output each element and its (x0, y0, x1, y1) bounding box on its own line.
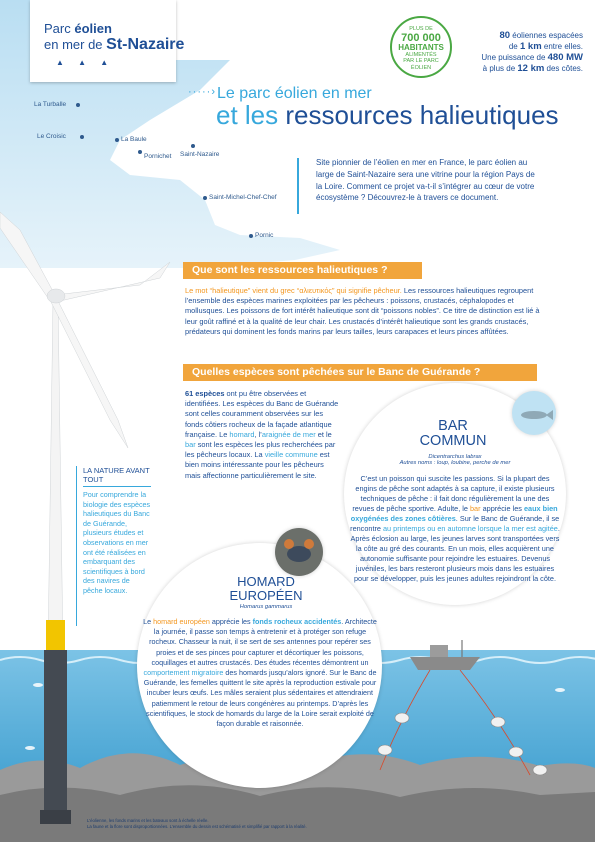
bar-other-names: Autres noms : loup, loubine, perche de mer (399, 460, 511, 466)
homard-title-line-2: EUROPÉEN (229, 588, 303, 603)
stat-text-3: entre elles. (541, 42, 583, 51)
keyword-migratoire: comportement migratoire (143, 668, 224, 678)
nature-heading: LA NATURE AVANT TOUT (83, 466, 151, 487)
homard-text-1: Le (143, 617, 154, 626)
intro-accent-bar (297, 158, 299, 214)
stamp-line-6: ÉOLIEN (410, 64, 432, 71)
town-la-turballe: La Turballe (34, 101, 67, 108)
bar-description (349, 474, 561, 584)
town-le-croisic: Le Croisic (37, 133, 66, 140)
stamp-line-5: PAR LE PARC (403, 58, 439, 64)
town-dot (191, 144, 195, 148)
town-pornichet: Pornichet (144, 153, 172, 160)
stamp-line-2: 700 000 (401, 31, 441, 44)
logo (30, 0, 185, 82)
page-title-line-1: Le parc éolien en mer (217, 85, 372, 102)
nature-text: Pour comprendre la biologie des espèces halieutiques du Banc de Guérande, plusieurs études et observations en mer ont été réalisées en embarquant des scientifiques à bord des navires de pêche locaux. (83, 490, 151, 595)
town-pornic: Pornic (255, 232, 274, 239)
page-title-line-2 (216, 101, 559, 129)
species-count: 61 espèces (185, 389, 225, 398)
stat-text-2: de (508, 42, 520, 51)
bar-commun-title (418, 419, 488, 449)
title-arrow-icon: ·····› (188, 86, 216, 98)
bar-text-3: . Sur le Banc de Guérande, il se rencontre (350, 514, 560, 533)
section-1-body: Les ressources halieutiques regroupent l’ensemble des espèces marines exploitées par les pêcheurs : poissons, crustacés, céphalopodes et mollusques. Les poissons de fort intérêt halieutique sont dit “poissons nobles”. Ce titre de distinction est lié à leur goût raffiné et à la qualité de leur chair. Les crustacés d’intérêt halieutique sont les grands crustacés, prédateurs qui dominent les fonds marins par leurs tailles, leurs carapaces et leurs pinces affûtées. (185, 286, 540, 336)
bar-text-1: C’est un poisson qui suscite les passions. Si la plupart des engins de pêche sont adaptés à sa capture, il existe plusieurs techniques de pêche : il fait donc régulièrement la une des revues de pêche sportive. Adulte, le (352, 474, 555, 513)
keyword-fonds-rocheux: fonds rocheux accidentés (252, 617, 342, 626)
section-2-text-2: , l’ (254, 429, 262, 439)
section-1-text (185, 286, 540, 337)
logo-line-2 (44, 38, 184, 52)
sidebar-accent-line (76, 466, 77, 626)
section-2-text-1: ont pu être observées et identifiées. Les espèces du Banc de Guérande sont celles couramment observées sur les fonds côtiers rocheux de la façade atlantique française. Le (185, 389, 339, 439)
stat-text-5: à plus de (482, 64, 518, 73)
bar-title-line-1: BAR (438, 418, 468, 434)
stat-distance: 1 km (519, 41, 542, 52)
keyword-printemps-automne: au printemps ou en automne lorsque la mer est agitée (383, 524, 558, 533)
section-2-text (185, 389, 340, 481)
homard-text-2: apprécie les (209, 617, 253, 626)
stamp-line-4: ALIMENTÉS (405, 51, 437, 58)
title-ressources: ressources halieutiques (285, 100, 559, 130)
lobster-icon (275, 528, 323, 576)
stat-turbines: 80 (499, 30, 511, 41)
section-2-text-5: est bien moins intéressante pour les pêcheurs mais affectionne particulièrement le site. (185, 450, 330, 480)
logo-text-st-nazaire: St-Nazaire (106, 36, 185, 53)
keyword-homard-europeen: homard européen (153, 617, 210, 626)
lobster-photo (275, 528, 323, 576)
keyword-vieille: vieille commune (264, 450, 318, 460)
footnote-line-2: La faune et la flore sont disproportionnées. L’ensemble du dessin est schématisé et simplifié par rapport à la réalité. (87, 823, 307, 829)
bar-text-2: apprécie les (480, 504, 524, 513)
homard-title-line-1: HOMARD (237, 574, 295, 589)
town-dot (249, 234, 253, 238)
town-saint-michel-chef-chef: Saint-Michel-Chef-Chef (209, 194, 277, 201)
bar-text-4: . Après éclosion au large, les jeunes larves sont transportées vers la côte au gré des courants. En un mois, elles acquièrent une autonomie suffisante pour rejoindre les estuaires. Devenus juvéniles, les bars resteront plusieurs mois dans les estuaires pour se développer, puis les jeunes adultes rejoindront la côte. (350, 524, 560, 583)
town-dot (76, 103, 80, 107)
fish-icon (512, 391, 556, 435)
logo-text-eolien: éolien (74, 21, 112, 36)
town-dot (203, 196, 207, 200)
title-et-les: et les (216, 100, 286, 130)
town-dot (138, 150, 142, 154)
stat-text-4: Une puissance de (481, 53, 548, 62)
town-dot (80, 135, 84, 139)
section-2-text-4: sont les espèces les plus recherchées par les pêcheurs locaux. La (185, 440, 336, 460)
town-la-baule: La Baule (121, 136, 147, 143)
key-figures (440, 30, 583, 74)
logo-line-1 (44, 22, 112, 36)
nature-avant-tout-box (83, 466, 151, 596)
stamp-line-3: HABITANTS (398, 42, 444, 52)
keyword-bar-2: bar (470, 504, 481, 513)
homard-description (142, 617, 378, 729)
footnote-line-1: L’éolienne, les fonds marins et les bateaux sont à échelle réelle. (87, 818, 209, 823)
stat-text-6: des côtes. (544, 64, 583, 73)
keyword-bar: bar (185, 440, 196, 450)
footnote (87, 818, 387, 829)
keyword-homard: homard (229, 429, 255, 439)
homard-text-3: . Architecte la journée, il passe son temps à entretenir et à protéger son refuge rocheux. Chasseur la nuit, il se sert de ses antennes pour repérer ses proies et de ses pinces pour capturer et décortiquer les poissons, coquillages et autres crustacés. Des études récentes démontrent un (149, 617, 377, 667)
homard-latin: Homarus gammarus (239, 604, 293, 610)
section-1-etymology: Le mot “halieutique” vient du grec “αλιευτικός” qui signifie pêcheur. (185, 286, 402, 295)
section-1-heading: Que sont les ressources halieutiques ? (183, 262, 422, 279)
stat-coast-distance: 12 km (517, 63, 545, 74)
section-2-heading: Quelles espèces sont pêchées sur le Banc de Guérande ? (183, 364, 537, 381)
stat-text-1: éoliennes espacées (510, 31, 583, 40)
section-2-text-3: et le (315, 429, 332, 439)
stat-power: 480 MW (547, 52, 583, 63)
bar-title-line-2: COMMUN (419, 433, 487, 449)
bar-latin-names (380, 454, 530, 466)
homard-text-4: des homards jusqu’alors ignoré. Sur le Banc de Guérande, les femelles quittent le site après la reproduction estivale pour incuber leurs œufs. Les mâles seraient plus sédentaires et attendraient patiemment le retour de leurs congénères au printemps. D’après les scientifiques, le stock de homards du large de la Loire serait exploité de façon durable et raisonnée. (143, 668, 377, 729)
keyword-araignee: araignée de mer (261, 429, 316, 439)
homard-title (226, 575, 306, 603)
logo-text-parc: Parc (44, 21, 71, 36)
stamp-line-1: PLUS DE (409, 26, 433, 32)
birds-icon: ▲ ▲ ▲ (56, 58, 115, 67)
intro-text: Site pionnier de l’éolien en mer en France, le parc éolien au large de Saint-Nazaire sera une vitrine pour la région Pays de la Loire. Comment ce projet va-t-il s’intégrer au cœur de votre écosystème ? Découvrez-le à travers ce document. (316, 158, 535, 203)
logo-text-en-mer: en mer de (44, 37, 103, 52)
town-dot (115, 138, 119, 142)
keyword-eaux-oxygenees: eaux bien oxygénées des zones côtières (350, 504, 558, 523)
sea-bass-photo (512, 391, 556, 435)
town-saint-nazaire: Saint-Nazaire (180, 151, 220, 158)
bar-latin: Dicentrarchus labrax (428, 454, 482, 460)
